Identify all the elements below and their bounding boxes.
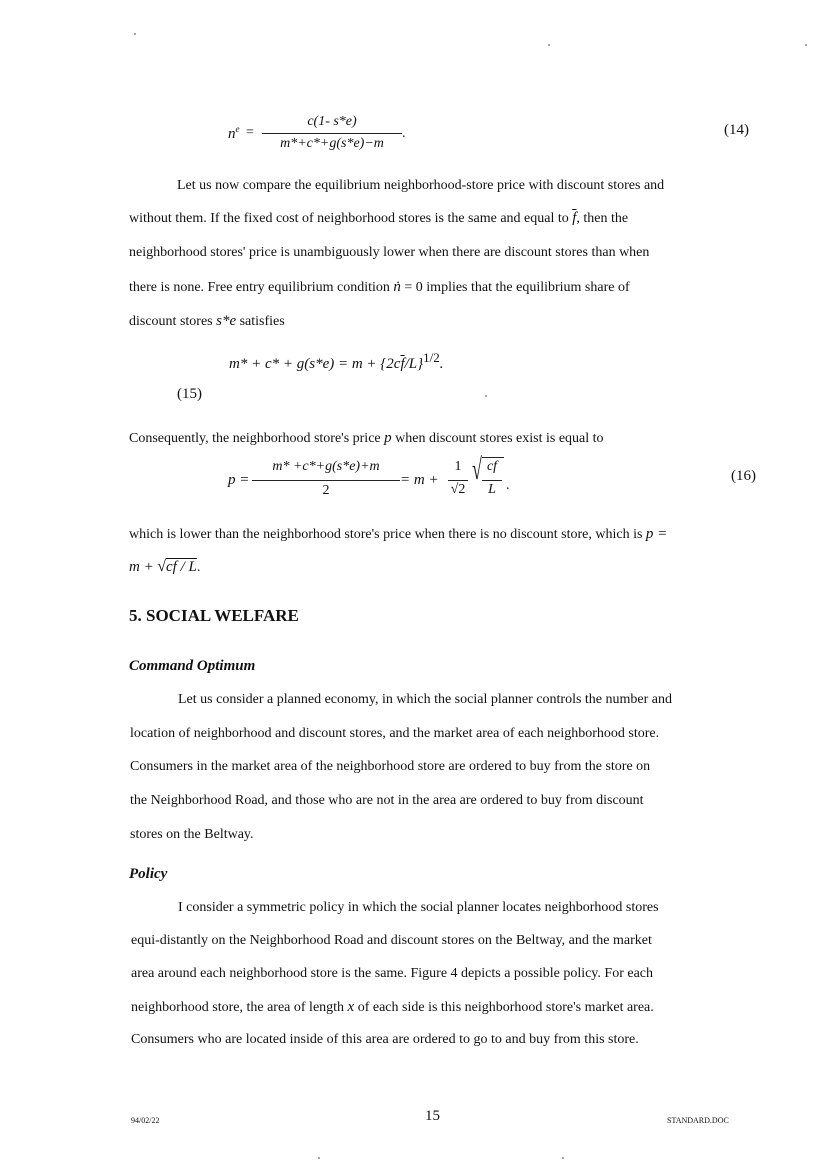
eq16-cf: cf [486,459,498,474]
eq16-sqrt-overbar [482,457,504,458]
eq15-number: (15) [177,386,202,402]
eq16-number: (16) [731,468,756,484]
page-number: 15 [425,1108,440,1124]
eq14-equals: = [246,125,254,140]
para3-text: which is lower than the neighborhood store's price when there is no discount store, which is [129,527,643,542]
eq14-numerator: c(1- s*e) [307,114,357,129]
subheading-policy: Policy [129,866,168,882]
eq15-trail: . [439,356,444,372]
eq15-power: 1/2 [423,350,440,365]
policy-line-1: I consider a symmetric policy in which the social planner locates neighborhood stores [178,900,659,915]
para3-sqrt-sign: √ [157,558,166,575]
eq16-cf-bar [482,480,502,481]
p-symbol: p [384,430,392,446]
eq16-numerator: m* +c*+g(s*e)+m [272,459,380,474]
eq16-sqrt2: √2 [450,482,466,497]
para1-line-5-text: discount stores [129,314,213,329]
scan-speck [562,1157,564,1159]
para1-line-1: Let us now compare the equilibrium neighborhood-store price with discount stores and [177,178,665,193]
para3-p-equals: p = [645,526,668,542]
cmd-line-5: stores on the Beltway. [130,827,254,842]
subheading-command-optimum: Command Optimum [129,658,256,674]
para1-line-5 [129,313,285,330]
policy-line-4 [131,999,654,1016]
eq14-lhs: $n^e$ [228,124,240,142]
policy-line-4-text: neighborhood store, the area of length [131,1000,345,1015]
f-bar-symbol: $\overline{f}$ [572,210,577,226]
eq16-fraction-bar [252,480,400,481]
eq16-sqrt-sign: √ [472,453,482,486]
para1-satisfies: satisfies [239,314,285,329]
scan-speck [805,44,807,46]
eq15-tail: /L} [404,356,424,372]
x-symbol: x [347,999,355,1015]
s-star-e-symbol: s*e [216,313,237,329]
policy-line-4-rest: of each side is this neighborhood store's market area. [357,1000,654,1015]
footer-filename: STANDARD.DOC [667,1116,729,1125]
para2-text: Consequently, the neighborhood store's price [129,431,381,446]
para3-sqrt-body: cf / L [166,559,197,575]
eq16-equals-m-plus: = m + [400,472,439,488]
eq15-body: $m* + c* + g(s*e) = m + \{2c\overline{f}/L\}^{1/2}$. [229,350,444,372]
eq16-denominator: 2 [322,483,330,498]
para1-then-the: , then the [576,211,629,226]
para3-line-2 [129,558,200,576]
eq14-lhs-sup: e [235,124,240,134]
policy-line-3: area around each neighborhood store is the same. Figure 4 depicts a possible policy. For each [131,966,653,981]
eq14-fraction-bar [262,133,402,134]
policy-line-2: equi-distantly on the Neighborhood Road and discount stores on the Beltway, and the market [131,933,652,948]
eq15-f-bar: $\overline{f}$ [400,356,405,372]
eq16-trail: . [506,478,510,493]
n-dot-symbol: ṅ [393,279,401,295]
scan-speck [134,33,136,35]
para2-rest: when discount stores exist is equal to [395,431,604,446]
eq14-trail: . [402,126,406,141]
scan-speck [318,1157,320,1159]
eq16-one: 1 [454,459,462,474]
policy-line-5: Consumers who are located inside of this area are ordered to go to and buy from this store. [131,1032,639,1047]
eq16-L: L [488,482,496,497]
para1-line-3: neighborhood stores' price is unambiguously lower when there are discount stores than when [129,245,650,260]
cmd-line-1: Let us consider a planned economy, in which the social planner controls the number and [178,692,672,707]
para1-line-4 [129,279,630,296]
para1-line-2-text: without them. If the fixed cost of neighborhood stores is the same and equal to [129,211,569,226]
paragraph-consequently [129,430,604,447]
eq16-lhs: p = [228,472,250,488]
para3-trail: . [196,560,201,575]
para1-line-4-rest: = 0 implies that the equilibrium share of [404,280,630,295]
para3-m-plus: m + [129,559,154,575]
para1-line-4-text: there is none. Free entry equilibrium condition [129,280,390,295]
eq14-denominator: m*+c*+g(s*e)−m [280,136,384,151]
scan-speck [548,44,550,46]
section-heading: 5. SOCIAL WELFARE [129,606,299,625]
scan-speck [485,395,487,397]
para3-line-1 [129,526,667,543]
footer-date: 94/02/22 [131,1116,160,1125]
para1-line-2 [129,210,628,227]
eq16-one-bar [448,480,468,481]
cmd-line-2: location of neighborhood and discount stores, and the market area of each neighborhood store. [130,726,660,741]
cmd-line-3: Consumers in the market area of the neighborhood store are ordered to buy from the store on [130,759,651,774]
eq14-number: (14) [724,122,749,138]
cmd-line-4: the Neighborhood Road, and those who are not in the area are ordered to buy from discount [130,793,644,808]
